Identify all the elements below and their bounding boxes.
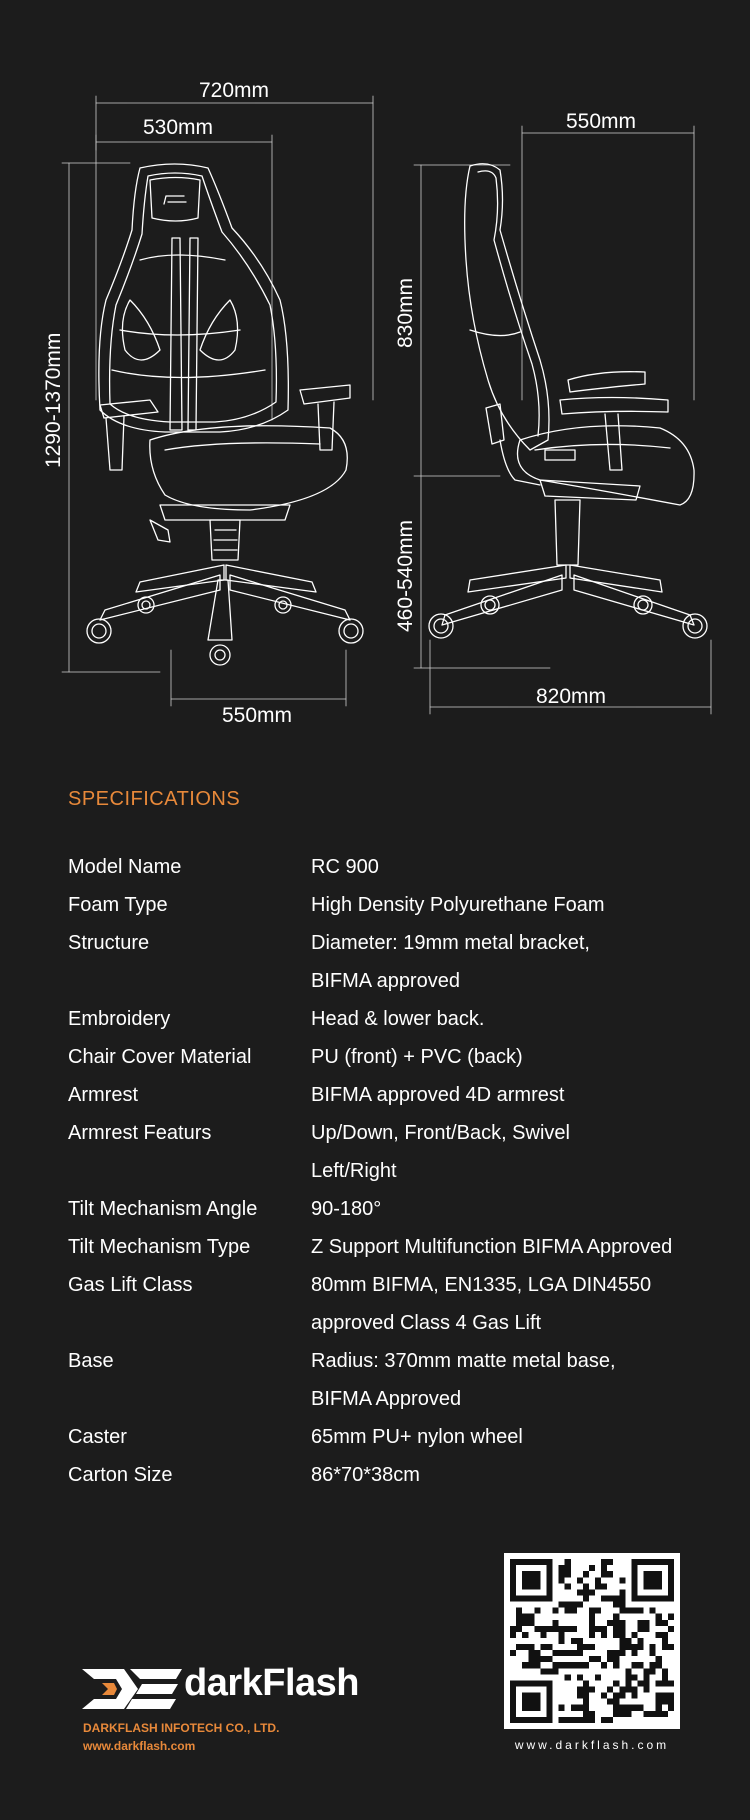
dimension-diagram (0, 0, 750, 760)
spec-value-line: High Density Polyurethane Foam (311, 894, 605, 916)
spec-label: Embroidery (68, 1008, 171, 1030)
spec-value (311, 1266, 738, 1342)
spec-label: Structure (68, 932, 150, 954)
spec-value (311, 1418, 738, 1456)
dim-front-width-overall: 720mm (199, 79, 270, 102)
spec-value (311, 1076, 738, 1114)
spec-value-line: 86*70*38cm (311, 1464, 420, 1486)
dim-side-seat-height: 460-540mm (394, 519, 417, 632)
spec-label: Gas Lift Class (68, 1274, 193, 1296)
front-view-chair (87, 164, 363, 665)
spec-value-line: Head & lower back. (311, 1008, 485, 1030)
spec-label: Tilt Mechanism Angle (68, 1198, 258, 1220)
spec-row (68, 1000, 738, 1038)
spec-row (68, 1114, 738, 1190)
spec-label: Base (68, 1350, 114, 1372)
spec-value-line: approved Class 4 Gas Lift (311, 1312, 542, 1334)
spec-label: Caster (68, 1426, 127, 1448)
spec-value-line: RC 900 (311, 856, 379, 878)
spec-row (68, 1456, 738, 1494)
spec-value-line: 65mm PU+ nylon wheel (311, 1426, 523, 1448)
company-name: DARKFLASH INFOTECH CO., LTD. (83, 1721, 280, 1735)
dim-side-base-depth: 820mm (536, 685, 607, 708)
spec-label: Armrest Featurs (68, 1122, 212, 1144)
spec-value-line: PU (front) + PVC (back) (311, 1046, 523, 1068)
spec-value-line: Diameter: 19mm metal bracket, (311, 932, 590, 954)
side-dimension-lines (414, 126, 711, 714)
spec-value (311, 886, 738, 924)
specifications-heading: SPECIFICATIONS (68, 788, 241, 810)
spec-row (68, 1418, 738, 1456)
side-view-chair (429, 164, 707, 638)
spec-value-line: 90-180° (311, 1198, 382, 1220)
spec-value-line: Up/Down, Front/Back, Swivel (311, 1122, 570, 1144)
spec-label: Tilt Mechanism Type (68, 1236, 251, 1258)
spec-row (68, 1342, 738, 1418)
spec-value-line: Z Support Multifunction BIFMA Approved (311, 1236, 673, 1258)
dim-side-back-height: 830mm (394, 277, 417, 348)
spec-value (311, 1342, 738, 1418)
qr-website[interactable]: www.darkflash.com (514, 1738, 670, 1752)
spec-value (311, 1000, 738, 1038)
spec-row (68, 1190, 738, 1228)
spec-label: Carton Size (68, 1464, 173, 1486)
brand-name: darkFlash (184, 1662, 360, 1704)
dim-front-width-back: 530mm (143, 116, 214, 139)
spec-value-line: BIFMA approved 4D armrest (311, 1084, 565, 1106)
spec-row (68, 1266, 738, 1342)
specifications-table (68, 848, 738, 1494)
spec-value-line: BIFMA approved (311, 970, 460, 992)
spec-row (68, 886, 738, 924)
spec-row (68, 924, 738, 1000)
dim-front-height: 1290-1370mm (42, 332, 65, 468)
dim-front-base-width: 550mm (222, 704, 293, 727)
dim-side-depth-armrest: 550mm (566, 110, 637, 133)
spec-value (311, 1190, 738, 1228)
spec-value-line: Radius: 370mm matte metal base, (311, 1350, 616, 1372)
spec-value-line: 80mm BIFMA, EN1335, LGA DIN4550 (311, 1274, 652, 1296)
spec-label: Model Name (68, 856, 182, 878)
qr-code (504, 1553, 680, 1729)
spec-label: Foam Type (68, 894, 168, 916)
spec-row (68, 1228, 738, 1266)
spec-row (68, 848, 738, 886)
spec-value (311, 1228, 738, 1266)
chair-line-drawings (0, 0, 750, 760)
spec-value (311, 1038, 738, 1076)
spec-value (311, 1114, 738, 1190)
spec-value (311, 1456, 738, 1494)
spec-row (68, 1038, 738, 1076)
spec-label: Chair Cover Material (68, 1046, 252, 1068)
company-website[interactable]: www.darkflash.com (83, 1739, 196, 1753)
spec-value (311, 924, 738, 1000)
spec-value-line: BIFMA Approved (311, 1388, 462, 1410)
spec-value-line: Left/Right (311, 1160, 397, 1182)
spec-value (311, 848, 738, 886)
spec-label: Armrest (68, 1084, 138, 1106)
spec-row (68, 1076, 738, 1114)
